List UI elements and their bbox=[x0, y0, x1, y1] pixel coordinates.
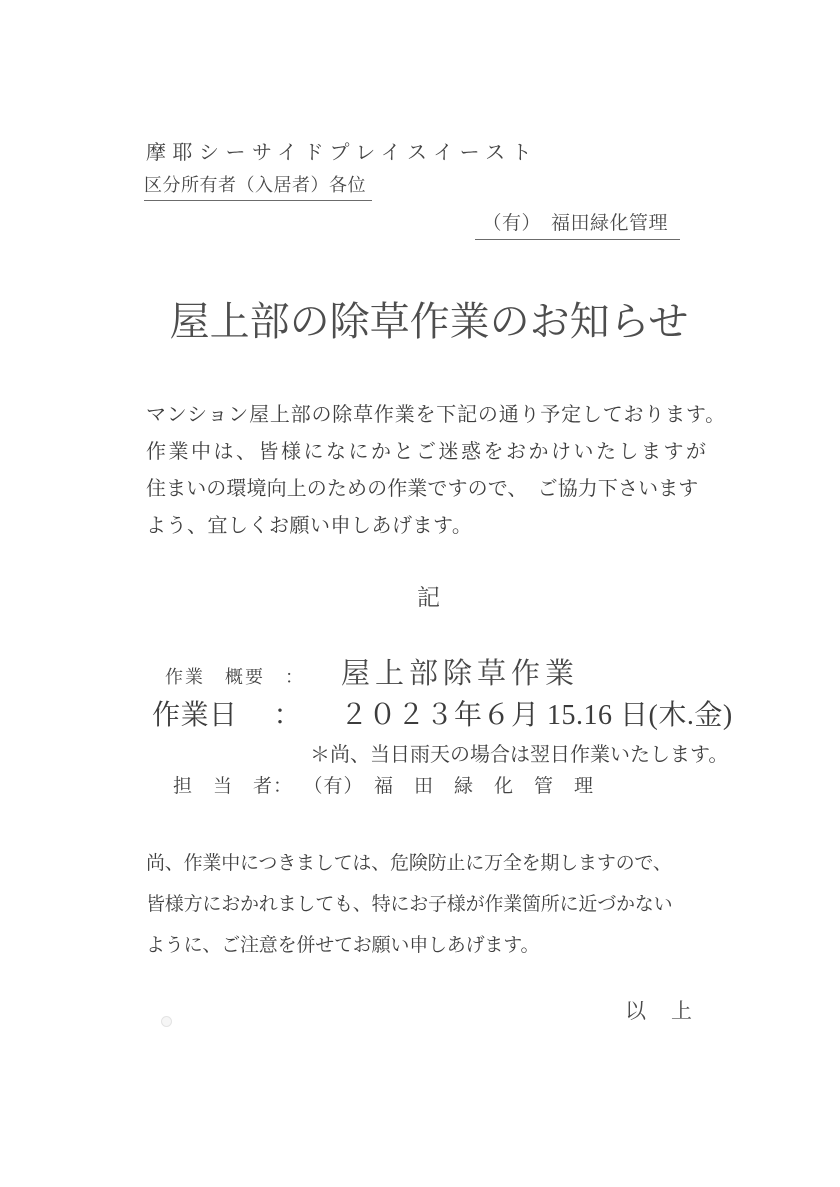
work-summary-label: 作業 概要 ： bbox=[165, 667, 305, 687]
work-date-value: ２０２３年６月 15.16 日(木.金) bbox=[340, 700, 733, 731]
caution-line: 尚、作業中につきましては、危険防止に万全を期しますので、 bbox=[146, 853, 672, 874]
caution-paragraph bbox=[146, 843, 721, 966]
scan-artifact-dot bbox=[161, 1016, 172, 1027]
intro-line: 作業中は、皆様になにかとご迷惑をおかけいたしますが bbox=[146, 441, 709, 463]
intro-line: よう、宜しくお願い申しあげます。 bbox=[146, 515, 473, 537]
rain-postponement-note: ＊尚、当日雨天の場合は翌日作業いたします。 bbox=[310, 744, 729, 766]
intro-line: 住まいの環境向上のための作業ですので、 ご協力下さいます bbox=[146, 478, 699, 500]
staff-value: （有） 福 田 緑 化 管 理 bbox=[313, 776, 595, 797]
work-summary-row bbox=[165, 651, 579, 692]
work-date-row bbox=[152, 693, 733, 733]
closing-mark: 以 上 bbox=[625, 999, 694, 1023]
work-date-label: 作業日 bbox=[152, 700, 238, 731]
sender-company-name: （有） 福田緑化管理 bbox=[475, 208, 680, 240]
caution-line: 皆様方におかれましても、特にお子様が作業箇所に近づかない bbox=[146, 894, 673, 915]
work-date-separator: ： bbox=[273, 700, 303, 731]
notice-title: 屋上部の除草作業のお知らせ bbox=[169, 299, 689, 344]
recipient-building-name: 摩耶シーサイドプレイスイースト bbox=[146, 142, 539, 164]
record-marker: 記 bbox=[417, 585, 441, 610]
work-summary-value: 屋上部除草作業 bbox=[341, 658, 580, 690]
staff-row bbox=[173, 771, 594, 798]
intro-paragraph bbox=[146, 397, 726, 545]
staff-label: 担 当 者： bbox=[173, 776, 294, 797]
caution-line: ように、ご注意を併せてお願い申しあげます。 bbox=[146, 935, 540, 956]
intro-line: マンション屋上部の除草作業を下記の通り予定しております。 bbox=[146, 404, 726, 426]
recipient-addressees: 区分所有者（入居者）各位 bbox=[144, 171, 372, 201]
